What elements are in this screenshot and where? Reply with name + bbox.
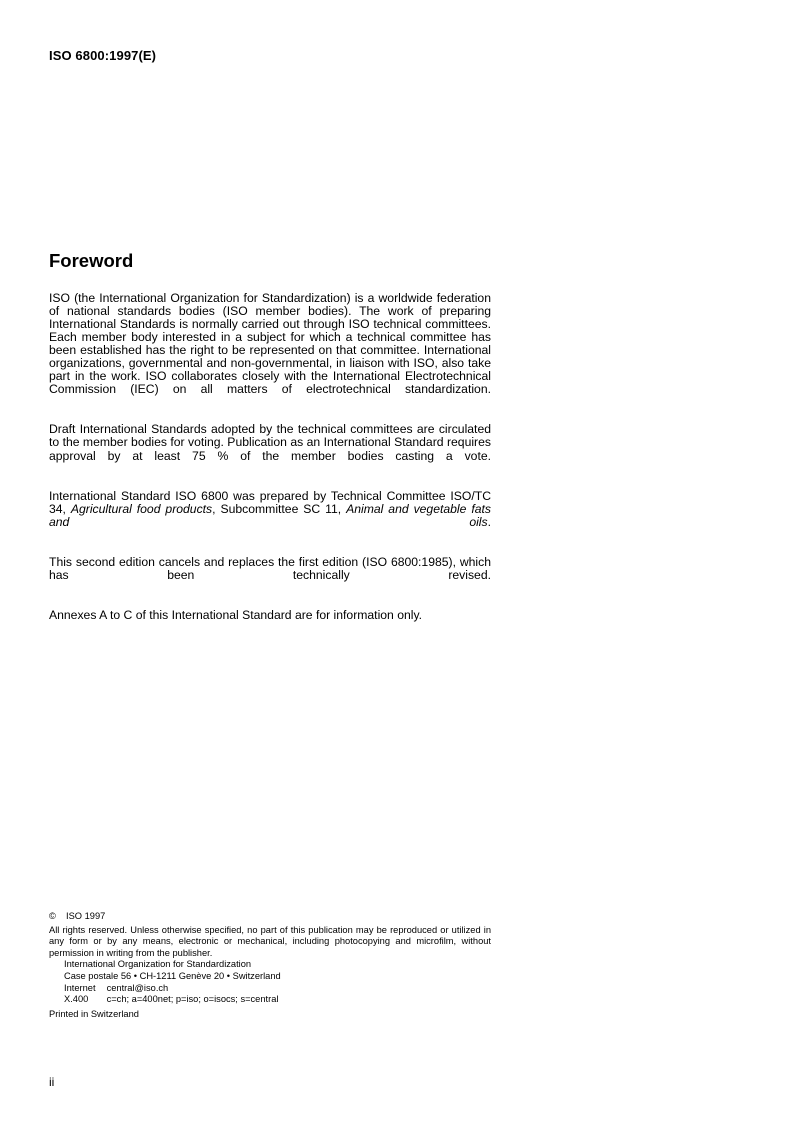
foreword-body	[49, 292, 491, 636]
paragraph-preparation	[49, 490, 491, 542]
subcommittee-name: Animal and vegetable fats and oils	[49, 501, 491, 529]
page-title: Foreword	[49, 250, 134, 271]
copyright-year: ISO 1997	[66, 911, 106, 921]
x400-label: X.400	[64, 994, 89, 1005]
internet-value: central@iso.ch	[106, 982, 169, 993]
internet-row	[64, 983, 491, 995]
x400-value: c=ch; a=400net; p=iso; o=isocs; s=central	[106, 994, 279, 1005]
preparation-text-3: .	[487, 514, 491, 529]
org-name: International Organization for Standardization	[64, 959, 252, 970]
committee-name: Agricultural food products	[70, 501, 213, 516]
postal-address: Case postale 56 • CH-1211 Genève 20 • Switzerland	[64, 970, 281, 981]
rights-statement: All rights reserved. Unless otherwise specified, no part of this publication may be reproduced or utilized in any form or by any means, electronic or mechanical, including photocopying and microfilm, without permission in writing from the publisher.	[49, 924, 491, 958]
paragraph-edition: This second edition cancels and replaces the first edition (ISO 6800:1985), which has been technically revised.	[49, 554, 491, 582]
printed-in: Printed in Switzerland	[49, 1008, 139, 1019]
page-number: ii	[49, 1075, 55, 1089]
preparation-text-2: , Subcommittee SC 11,	[212, 501, 347, 516]
paragraph-draft-standards: Draft International Standards adopted by the technical committees are circulated to the member bodies for voting. Publication as an International Standard requires approval by at least 75 % of the member bodies casting a vote.	[49, 422, 491, 463]
preparation-text-1: International Standard ISO 6800 was prepared by Technical Committee ISO/TC 34,	[49, 488, 491, 516]
publisher-address	[49, 959, 491, 1005]
copyright-icon: ©	[49, 911, 56, 921]
x400-row	[64, 994, 491, 1006]
copyright-line	[49, 911, 491, 923]
paragraph-iso-intro: ISO (the International Organization for Standardization) is a worldwide federation of national standards bodies (ISO member bodies). The work of preparing International Standards is normally carried out through ISO technical committees. Each member body interested in a subject for which a technical committee has been established has the right to be represented on that committee. International organizations, governmental and non-governmental, in liaison with ISO, also take part in the work. ISO collaborates closely with the International Electrotechnical Commission (IEC) on all matters of electrotechnical standardization.	[49, 291, 491, 397]
paragraph-annexes: Annexes A to C of this International Standard are for information only.	[49, 607, 423, 622]
document-id: ISO 6800:1997(E)	[49, 48, 157, 63]
copyright-block	[49, 911, 491, 1020]
internet-label: Internet	[64, 982, 96, 993]
